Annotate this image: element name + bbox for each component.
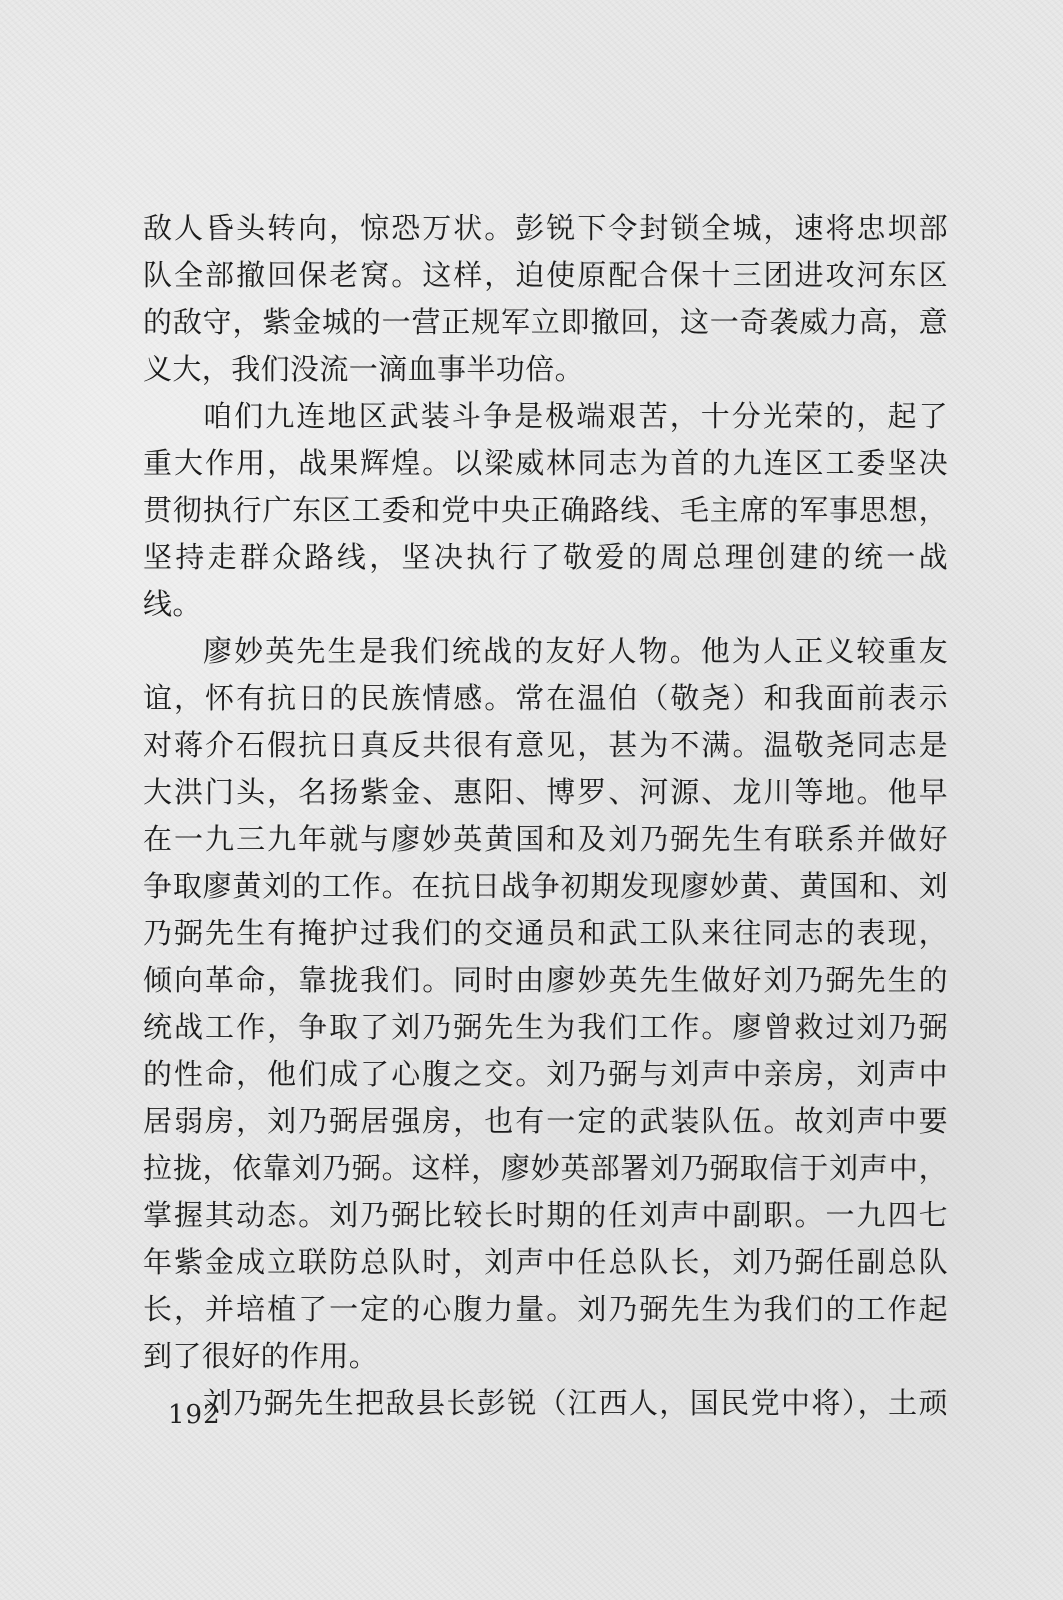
body-text bbox=[143, 205, 948, 1427]
text-line: 长，并培植了一定的心腹力量。刘乃弼先生为我们的工作起 bbox=[143, 1292, 948, 1326]
text-line: 线。 bbox=[143, 587, 202, 621]
text-line: 队全部撤回保老窝。这样，迫使原配合保十三团进攻河东区 bbox=[143, 258, 948, 292]
paragraph-first-line: 咱们九连地区武装斗争是极端艰苦，十分光荣的，起了 bbox=[203, 399, 948, 433]
text-line: 坚持走群众路线，坚决执行了敬爱的周总理创建的统一战 bbox=[143, 540, 948, 574]
text-line: 乃弼先生有掩护过我们的交通员和武工队来往同志的表现， bbox=[143, 916, 948, 950]
paragraph-first-line: 廖妙英先生是我们统战的友好人物。他为人正义较重友 bbox=[203, 634, 948, 668]
text-line: 年紫金成立联防总队时，刘声中任总队长，刘乃弼任副总队 bbox=[143, 1245, 948, 1279]
text-line: 掌握其动态。刘乃弼比较长时期的任刘声中副职。一九四七 bbox=[143, 1198, 948, 1232]
text-line: 重大作用，战果辉煌。以梁威林同志为首的九连区工委坚决 bbox=[143, 446, 948, 480]
text-line: 贯彻执行广东区工委和党中央正确路线、毛主席的军事思想， bbox=[143, 493, 948, 527]
text-line: 倾向革命，靠拢我们。同时由廖妙英先生做好刘乃弼先生的 bbox=[143, 963, 948, 997]
text-line: 在一九三九年就与廖妙英黄国和及刘乃弼先生有联系并做好 bbox=[143, 822, 948, 856]
text-line: 拉拢，依靠刘乃弼。这样，廖妙英部署刘乃弼取信于刘声中， bbox=[143, 1151, 948, 1185]
text-line: 到了很好的作用。 bbox=[143, 1339, 379, 1373]
paragraph-first-line: 刘乃弼先生把敌县长彭锐（江西人，国民党中将），土顽 bbox=[203, 1386, 948, 1420]
text-line: 统战工作，争取了刘乃弼先生为我们工作。廖曾救过刘乃弼 bbox=[143, 1010, 948, 1044]
text-line: 的性命，他们成了心腹之交。刘乃弼与刘声中亲房，刘声中 bbox=[143, 1057, 948, 1091]
text-line: 对蒋介石假抗日真反共很有意见，甚为不满。温敬尧同志是 bbox=[143, 728, 948, 762]
text-line: 争取廖黄刘的工作。在抗日战争初期发现廖妙黄、黄国和、刘 bbox=[143, 869, 948, 903]
text-line: 的敌守，紫金城的一营正规军立即撤回，这一奇袭威力高，意 bbox=[143, 305, 948, 339]
text-line: 谊，怀有抗日的民族情感。常在温伯（敬尧）和我面前表示 bbox=[143, 681, 948, 715]
text-line: 居弱房，刘乃弼居强房，也有一定的武装队伍。故刘声中要 bbox=[143, 1104, 948, 1138]
text-line: 大洪门头，名扬紫金、惠阳、博罗、河源、龙川等地。他早 bbox=[143, 775, 948, 809]
page-number: 192 bbox=[168, 1400, 221, 1430]
text-line: 义大，我们没流一滴血事半功倍。 bbox=[143, 352, 585, 386]
text-line: 敌人昏头转向，惊恐万状。彭锐下令封锁全城，速将忠坝部 bbox=[143, 211, 948, 245]
